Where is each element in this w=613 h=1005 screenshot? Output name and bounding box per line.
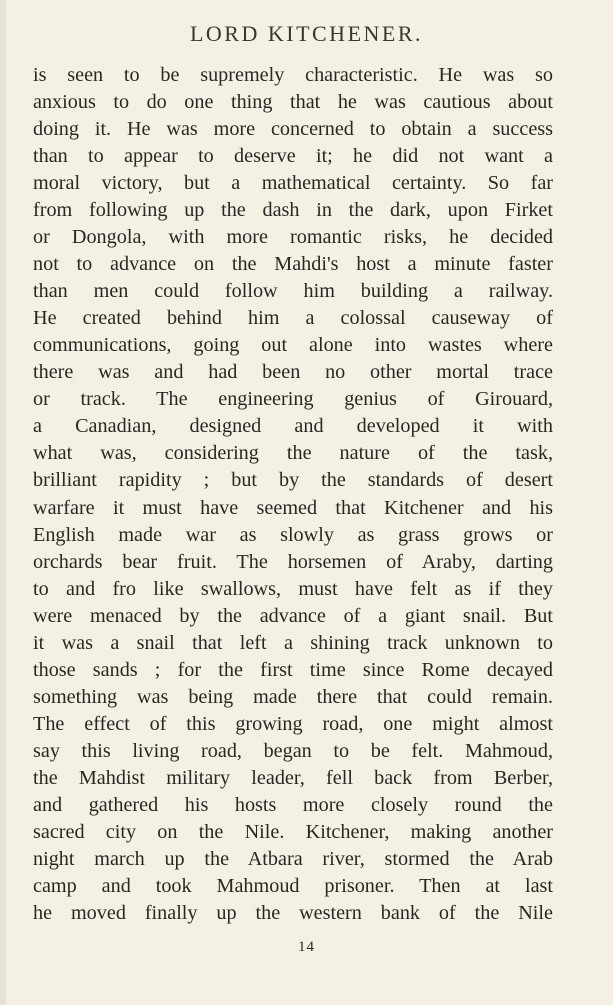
- text-line: sacred city on the Nile. Kitchener, making another: [33, 820, 553, 843]
- text-line: say this living road, began to be felt. Mahmoud,: [33, 739, 553, 762]
- text-line: warfare it must have seemed that Kitchener and his: [33, 496, 553, 519]
- text-line: a Canadian, designed and developed it with: [33, 415, 553, 438]
- text-line: than men could follow him building a railway.: [33, 280, 553, 303]
- page-edge: [0, 0, 6, 1005]
- text-line: communications, going out alone into wastes where: [33, 334, 553, 357]
- text-line: night march up the Atbara river, stormed the Arab: [33, 847, 553, 870]
- text-line: moral victory, but a mathematical certainty. So far: [33, 172, 553, 195]
- text-line: there was and had been no other mortal trace: [33, 361, 553, 384]
- text-line: were menaced by the advance of a giant snail. But: [33, 604, 553, 627]
- text-line: the Mahdist military leader, fell back from Berber,: [33, 766, 553, 789]
- text-line: to and fro like swallows, must have felt as if they: [33, 577, 553, 600]
- body-text: [33, 62, 553, 927]
- text-line: doing it. He was more concerned to obtain a success: [33, 118, 553, 141]
- text-line: The effect of this growing road, one might almost: [33, 712, 553, 735]
- text-line: from following up the dash in the dark, upon Firket: [33, 199, 553, 222]
- text-line: or track. The engineering genius of Girouard,: [33, 388, 553, 411]
- text-line: brilliant rapidity ; but by the standards of desert: [33, 469, 553, 492]
- text-line: and gathered his hosts more closely round the: [33, 793, 553, 816]
- text-line: anxious to do one thing that he was cautious about: [33, 91, 553, 114]
- text-line: English made war as slowly as grass grows or: [33, 523, 553, 546]
- text-line: not to advance on the Mahdi's host a minute faster: [33, 253, 553, 276]
- text-line: it was a snail that left a shining track unknown to: [33, 631, 553, 654]
- text-line: what was, considering the nature of the task,: [33, 442, 553, 465]
- text-line: something was being made there that could remain.: [33, 685, 553, 708]
- text-line: than to appear to deserve it; he did not want a: [33, 145, 553, 168]
- text-line: He created behind him a colossal causeway of: [33, 307, 553, 330]
- text-line: or Dongola, with more romantic risks, he decided: [33, 226, 553, 249]
- text-line: orchards bear fruit. The horsemen of Araby, darting: [33, 550, 553, 573]
- text-line: those sands ; for the first time since Rome decayed: [33, 658, 553, 681]
- page-number: 14: [298, 939, 315, 955]
- text-line: he moved finally up the western bank of the Nile: [33, 901, 553, 924]
- text-line: is seen to be supremely characteristic. He was so: [33, 64, 553, 86]
- text-line: camp and took Mahmoud prisoner. Then at last: [33, 874, 553, 897]
- running-head: LORD KITCHENER.: [189, 21, 424, 46]
